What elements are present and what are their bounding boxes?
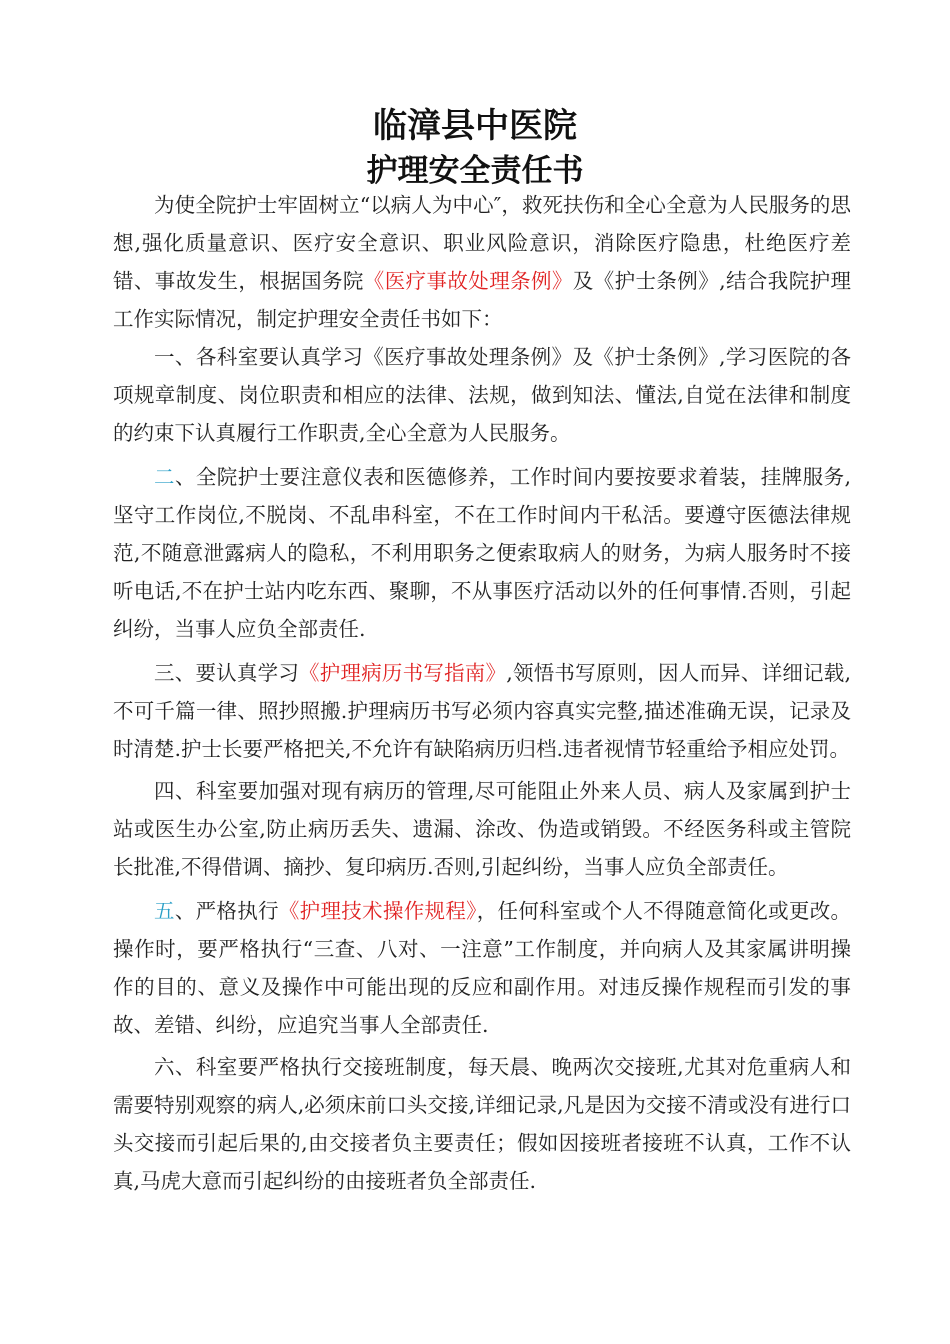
intro-text: 为使全院护士牢固树立“以病人为中心″，救死扶伤和全心全意为人民服务的思想,强化质量意识、医疗安全意识、职业风险意识，消除医疗隐患，杜绝医疗差错、事故发生，根据国务院 (113, 193, 851, 293)
procedure-title-highlight: 《护理技术操作规程》 (278, 899, 477, 923)
item-5-number: 五 (154, 899, 175, 923)
item-5-paragraph (113, 892, 851, 1044)
document-title: 护理安全责任书 (366, 153, 584, 189)
item-6-paragraph: 六、科室要严格执行交接班制度，每天晨、晚两次交接班,尤其对危重病人和需要特别观察的病人,必须床前口头交接,详细记录,凡是因为交接不清或没有进行口头交接而引起后果的,由交接者负主要责任；假如因接班者接班不认真，工作不认真,马虎大意而引起纠纷的由接班者负全部责任. (113, 1055, 851, 1193)
item-1-paragraph: 一、各科室要认真学习《医疗事故处理条例》及《护士条例》,学习医院的各项规章制度、岗位职责和相应的法律、法规，做到知法、懂法,自觉在法律和制度的约束下认真履行工作职责,全心全意为人民服务。 (113, 345, 851, 445)
document-body (113, 186, 851, 1200)
item-2-paragraph (113, 458, 851, 648)
item-2-number: 二 (154, 465, 175, 489)
intro-paragraph (113, 186, 851, 338)
guide-title-highlight: 《护理病历书写指南》 (299, 661, 507, 685)
intro-text-end: 及《护士条例》,结合我院护理工作实际情况，制定护理安全责任书如下： (113, 269, 852, 331)
regulation-title-highlight: 《医疗事故处理条例》 (363, 269, 573, 293)
item-3-text-start: 三、要认真学习 (154, 661, 300, 685)
item-5-text-end: ，任何科室或个人不得随意简化或更改。操作时，要严格执行“三查、八对、一注意”工作制度，并向病人及其家属讲明操作的目的、意义及操作中可能出现的反应和副作用。对违反操作规程而引发的事故、差错、纠纷，应追究当事人全部责任. (113, 899, 852, 1037)
item-4-paragraph: 四、科室要加强对现有病历的管理,尽可能阻止外来人员、病人及家属到护士站或医生办公室,防止病历丢失、遗漏、涂改、伪造或销毁。不经医务科或主管院长批准,不得借调、摘抄、复印病历.否则,引起纠纷，当事人应负全部责任。 (113, 779, 851, 879)
item-5-text-start: 、严格执行 (174, 899, 279, 923)
item-3-paragraph (113, 654, 851, 768)
item-2-text: 、全院护士要注意仪表和医德修养，工作时间内要按要求着装，挂牌服务,坚守工作岗位,不脱岗、不乱串科室，不在工作时间内干私活。要遵守医德法律规范,不随意泄露病人的隐私，不利用职务之便索取病人的财务，为病人服务时不接听电话,不在护士站内吃东西、聚聊，不从事医疗活动以外的任何事情.否则，引起纠纷，当事人应负全部责任. (113, 465, 852, 641)
item-3-text-end: ,领悟书写原则，因人而异、详细记载,不可千篇一律、照抄照搬.护理病历书写必须内容真实完整,描述准确无误，记录及时清楚.护士长要严格把关,不允许有缺陷病历归档.违者视情节轻重给予相应处罚。 (113, 661, 852, 761)
hospital-title: 临漳县中医院 (373, 106, 577, 146)
